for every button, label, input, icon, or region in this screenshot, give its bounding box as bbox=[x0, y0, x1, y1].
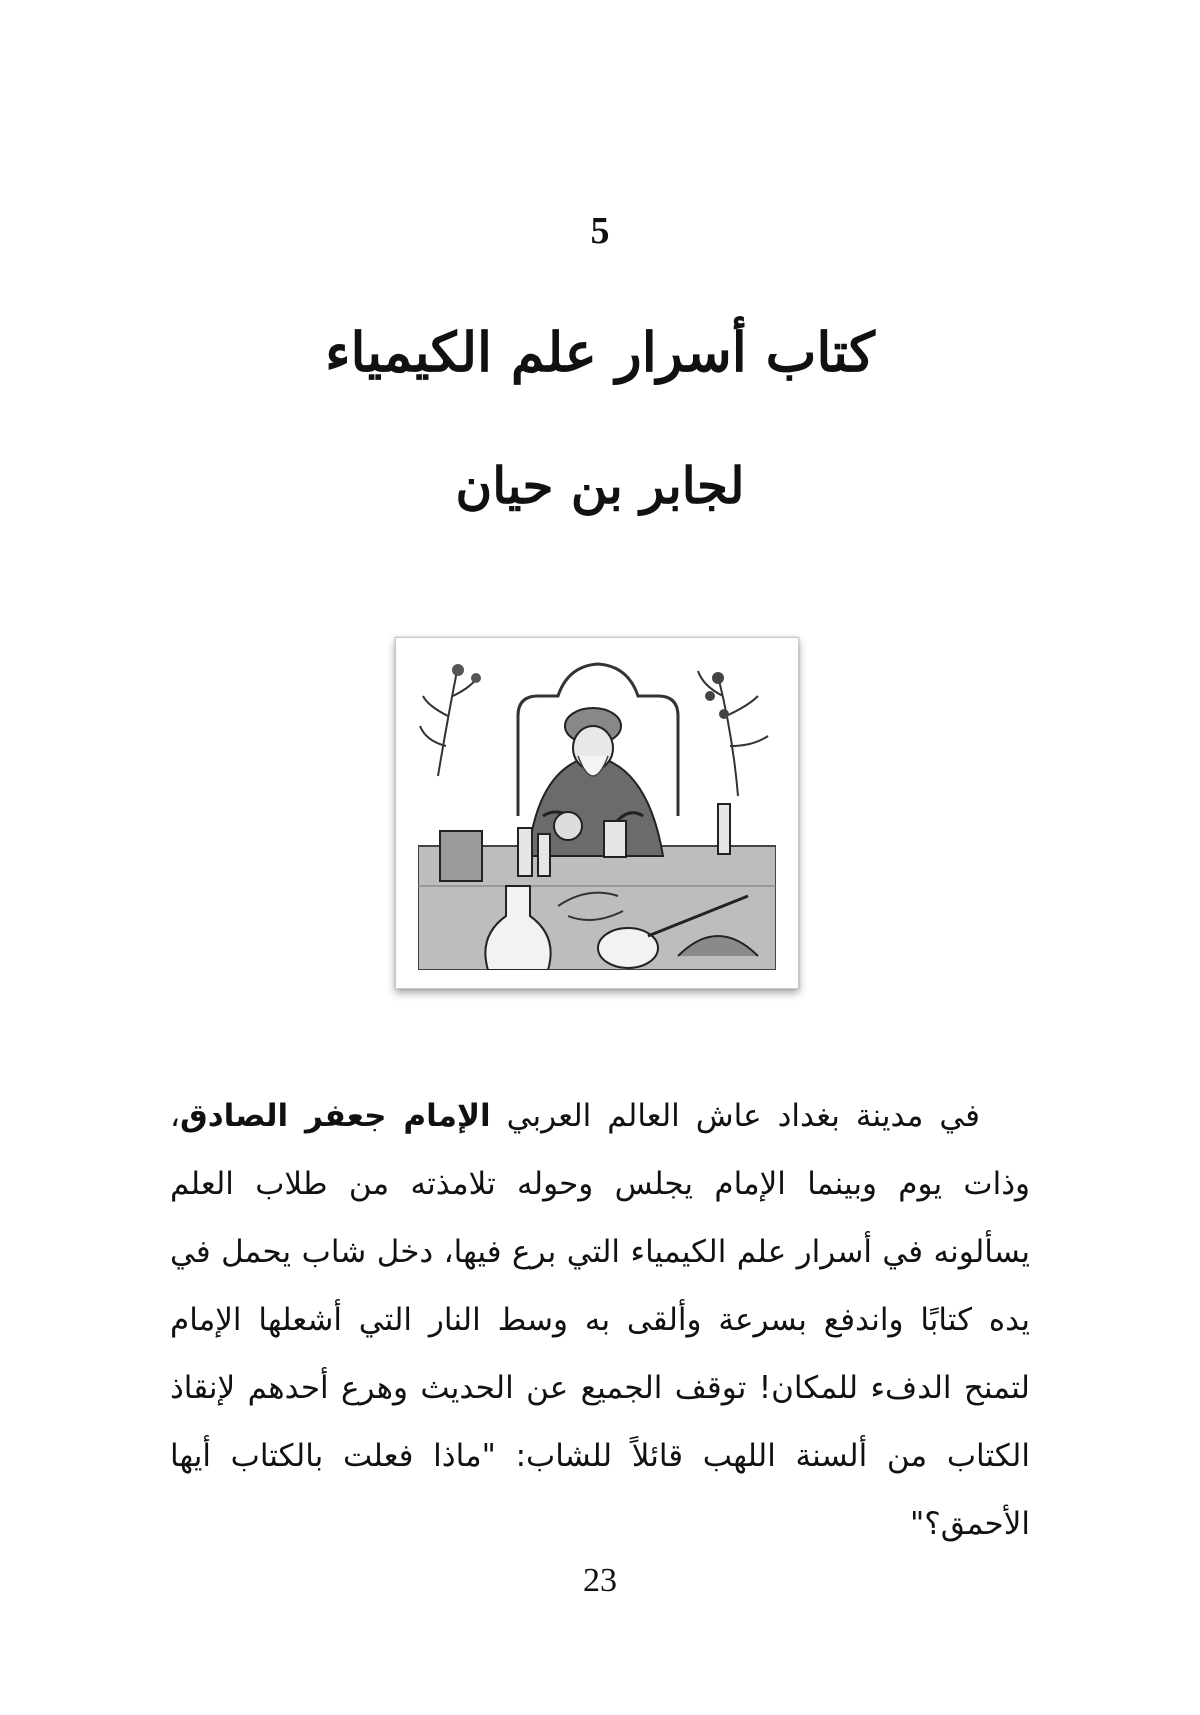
body-rest: ، وذات يوم وبينما الإمام يجلس وحوله تلامذته من طلاب العلم يسألونه في أسرار علم الكيمياء التي برع فيها، دخل شاب يحمل في يده كتابًا واندفع بسرعة وألقى به وسط النار التي أشعلها الإمام لتمنح الدفء للمكان! توقف الجميع عن الحديث وهرع أحدهم لإنقاذ الكتاب من ألسنة اللهب قائلاً للشاب: "ماذا فعلت بالكتاب أيها الأحمق؟" bbox=[170, 1098, 1030, 1542]
plant-right bbox=[698, 671, 768, 796]
chapter-title: كتاب أسرار علم الكيمياء bbox=[325, 320, 875, 384]
plant-left bbox=[420, 666, 478, 776]
body-paragraph bbox=[170, 1082, 1030, 1558]
body-intro: في مدينة بغداد عاش العالم العربي bbox=[490, 1098, 980, 1134]
body-bold-name: الإمام جعفر الصادق bbox=[180, 1098, 491, 1134]
illustration-frame bbox=[395, 637, 799, 989]
page-number: 23 bbox=[583, 1562, 617, 1599]
chapter-subtitle: لجابر بن حيان bbox=[455, 456, 745, 515]
alchemist-illustration-icon bbox=[418, 656, 776, 970]
chapter-number: 5 bbox=[590, 210, 610, 252]
